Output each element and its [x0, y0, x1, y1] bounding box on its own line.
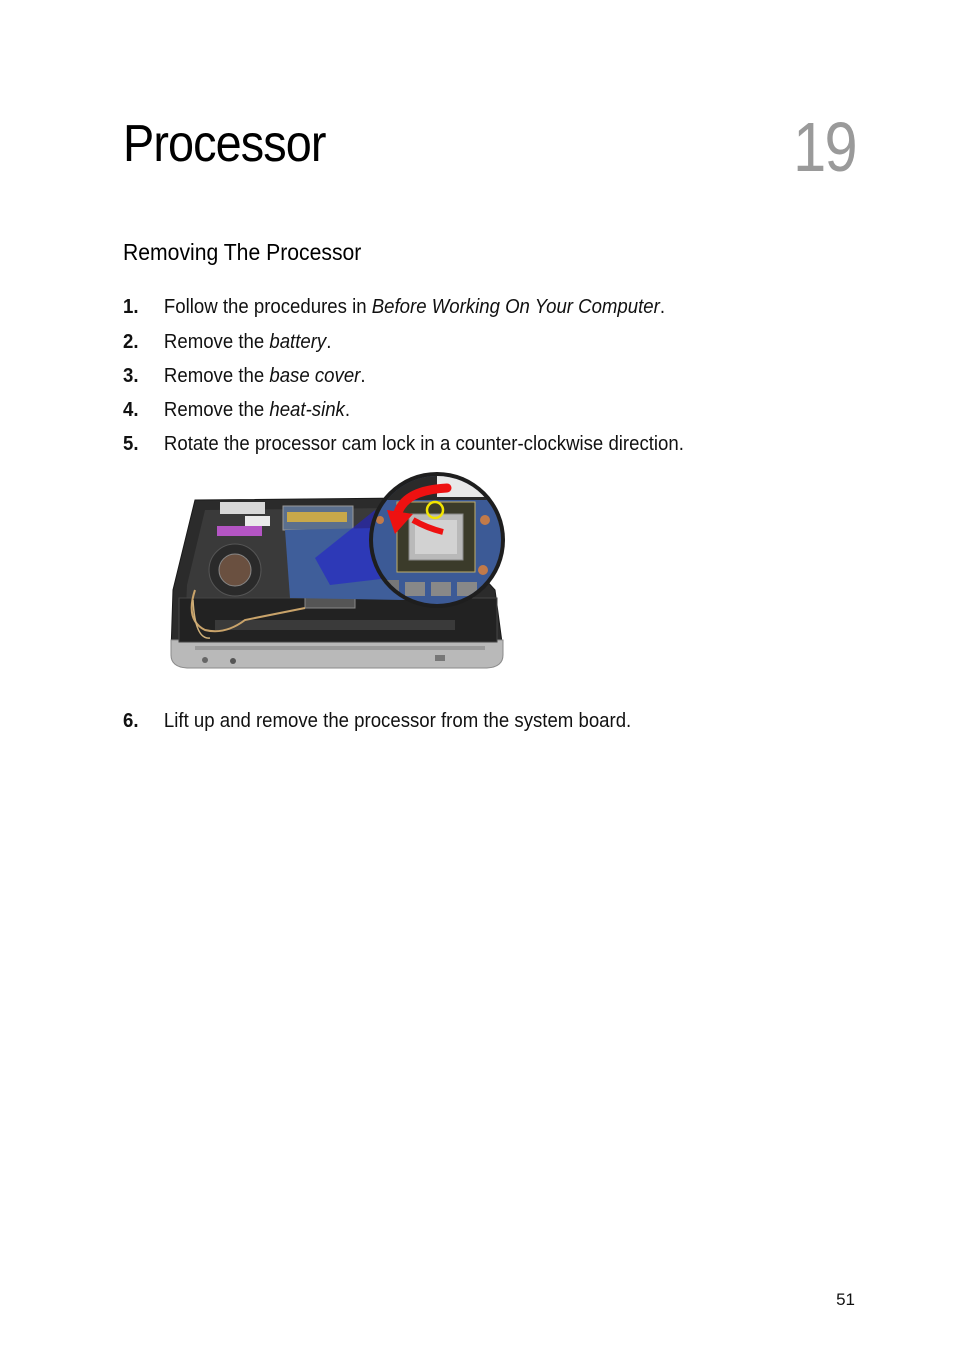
- step-punct: .: [326, 331, 332, 353]
- step-text: Lift up and remove the processor from the system board.: [163, 710, 632, 732]
- step-text: Rotate the processor cam lock in a counter-clockwise direction.: [163, 433, 684, 455]
- step-number: 3.: [123, 365, 139, 387]
- laptop-icon: [165, 470, 510, 675]
- section-heading: Removing The Processor: [123, 239, 362, 265]
- page-number: 51: [836, 1290, 855, 1309]
- step-number: 2.: [123, 331, 139, 353]
- step-text: Remove the: [163, 365, 270, 387]
- step-text: Remove the: [163, 331, 270, 353]
- step-link[interactable]: Before Working On Your Computer: [371, 296, 660, 318]
- step-punct: .: [659, 296, 666, 318]
- step-link[interactable]: heat-sink: [269, 399, 345, 421]
- step-1: [123, 297, 665, 317]
- step-number: 1.: [123, 296, 139, 318]
- step-text: Follow the procedures in: [163, 296, 372, 318]
- step-3: [123, 366, 366, 386]
- laptop-processor-cam-lock-illustration: [165, 470, 510, 675]
- chapter-title: Processor: [123, 115, 326, 173]
- step-5: [123, 434, 684, 454]
- step-number: 4.: [123, 399, 139, 421]
- step-link[interactable]: battery: [269, 331, 327, 353]
- step-link[interactable]: base cover: [269, 365, 361, 387]
- step-2: [123, 332, 331, 352]
- step-number: 5.: [123, 433, 139, 455]
- step-punct: .: [360, 365, 366, 387]
- step-4: [123, 400, 350, 420]
- step-punct: .: [344, 399, 351, 421]
- step-number: 6.: [123, 710, 139, 732]
- step-6: [123, 711, 631, 731]
- step-text: Remove the: [163, 399, 270, 421]
- chapter-number: 19: [793, 108, 856, 186]
